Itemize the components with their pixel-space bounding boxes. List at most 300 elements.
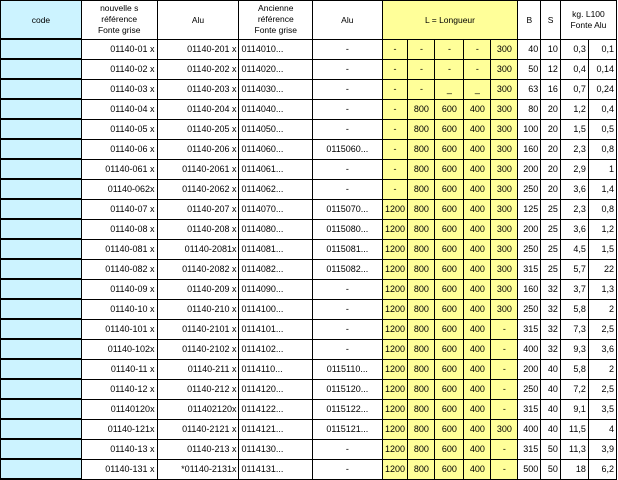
alu-reference-cell: 01140-2121 x	[157, 419, 239, 439]
code-cell	[1, 439, 82, 459]
longueur-300-cell: 300	[491, 419, 518, 439]
nouvelle-reference-cell: 01140-061 x	[81, 159, 157, 179]
longueur-800-cell: 800	[408, 119, 435, 139]
longueur-300-cell: -	[491, 319, 518, 339]
alu-ancienne-cell: -	[313, 119, 382, 139]
table-row	[1, 459, 617, 479]
longueur-400-cell: 400	[464, 279, 491, 299]
alu-ancienne-cell: -	[313, 179, 382, 199]
nouvelle-reference-cell: 01140-081 x	[81, 239, 157, 259]
b-cell: 315	[518, 319, 541, 339]
longueur-400-cell: 400	[464, 319, 491, 339]
longueur-1200-cell: 1200	[382, 219, 408, 239]
table-row	[1, 119, 617, 139]
alu-reference-cell: 01140-201 x	[157, 39, 239, 59]
s-cell: 32	[541, 299, 561, 319]
kg-alu-cell: 0,1	[588, 39, 616, 59]
kg-alu-cell: 2	[588, 359, 616, 379]
code-cell	[1, 99, 82, 119]
longueur-1200-cell: 1200	[382, 359, 408, 379]
kg-fonte-cell: 9,1	[560, 399, 588, 419]
longueur-800-cell: 800	[408, 199, 435, 219]
longueur-1200-cell: -	[382, 99, 408, 119]
header-code: code	[1, 1, 82, 40]
alu-reference-cell: 01140-206 x	[157, 139, 239, 159]
header-b: B	[518, 1, 541, 40]
code-cell	[1, 139, 82, 159]
s-cell: 25	[541, 199, 561, 219]
kg-alu-cell: 0,8	[588, 139, 616, 159]
longueur-1200-cell: 1200	[382, 319, 408, 339]
code-cell	[1, 459, 82, 479]
table-row	[1, 439, 617, 459]
longueur-400-cell: 400	[464, 139, 491, 159]
alu-ancienne-cell: -	[313, 299, 382, 319]
kg-fonte-cell: 0,3	[560, 39, 588, 59]
code-cell	[1, 119, 82, 139]
code-cell	[1, 259, 82, 279]
table-row	[1, 39, 617, 59]
longueur-600-cell: 600	[435, 239, 464, 259]
s-cell: 50	[541, 459, 561, 479]
longueur-300-cell: 300	[491, 79, 518, 99]
alu-reference-cell: 01140-210 x	[157, 299, 239, 319]
longueur-1200-cell: 1200	[382, 459, 408, 479]
table-row	[1, 379, 617, 399]
b-cell: 200	[518, 159, 541, 179]
ancienne-reference-cell: 0114121...	[239, 419, 313, 439]
longueur-600-cell: 600	[435, 319, 464, 339]
code-cell	[1, 379, 82, 399]
longueur-400-cell: 400	[464, 419, 491, 439]
longueur-600-cell: 600	[435, 419, 464, 439]
table-row	[1, 319, 617, 339]
longueur-1200-cell: -	[382, 159, 408, 179]
b-cell: 315	[518, 439, 541, 459]
code-cell	[1, 279, 82, 299]
ancienne-reference-cell: 0114131...	[239, 459, 313, 479]
b-cell: 315	[518, 259, 541, 279]
kg-alu-cell: 2,5	[588, 379, 616, 399]
header-s: S	[541, 1, 561, 40]
longueur-300-cell: 300	[491, 199, 518, 219]
ancienne-reference-cell: 0114122...	[239, 399, 313, 419]
b-cell: 160	[518, 139, 541, 159]
longueur-600-cell: 600	[435, 99, 464, 119]
nouvelle-reference-cell: 01140-01 x	[81, 39, 157, 59]
alu-reference-cell: 01140-204 x	[157, 99, 239, 119]
alu-ancienne-cell: 0115081...	[313, 239, 382, 259]
table-row	[1, 219, 617, 239]
code-cell	[1, 79, 82, 99]
longueur-600-cell: 600	[435, 139, 464, 159]
code-cell	[1, 179, 82, 199]
longueur-1200-cell: 1200	[382, 379, 408, 399]
b-cell: 400	[518, 339, 541, 359]
longueur-300-cell: 300	[491, 59, 518, 79]
kg-alu-cell: 3,6	[588, 339, 616, 359]
code-cell	[1, 419, 82, 439]
ancienne-reference-cell: 0114050...	[239, 119, 313, 139]
alu-ancienne-cell: 0115110...	[313, 359, 382, 379]
table-row	[1, 359, 617, 379]
nouvelle-reference-cell: 01140-11 x	[81, 359, 157, 379]
s-cell: 40	[541, 399, 561, 419]
longueur-300-cell: 300	[491, 179, 518, 199]
nouvelle-reference-cell: 01140-102x	[81, 339, 157, 359]
table-row	[1, 419, 617, 439]
longueur-300-cell: -	[491, 359, 518, 379]
kg-fonte-cell: 0,7	[560, 79, 588, 99]
code-cell	[1, 199, 82, 219]
code-cell	[1, 39, 82, 59]
kg-fonte-cell: 18	[560, 459, 588, 479]
b-cell: 250	[518, 239, 541, 259]
b-cell: 200	[518, 219, 541, 239]
longueur-300-cell: -	[491, 339, 518, 359]
kg-alu-cell: 1,3	[588, 279, 616, 299]
alu-ancienne-cell: -	[313, 39, 382, 59]
alu-reference-cell: 01140-207 x	[157, 199, 239, 219]
alu-ancienne-cell: -	[313, 99, 382, 119]
longueur-1200-cell: 1200	[382, 339, 408, 359]
longueur-300-cell: 300	[491, 119, 518, 139]
kg-fonte-cell: 9,3	[560, 339, 588, 359]
alu-ancienne-cell: 0115080...	[313, 219, 382, 239]
alu-ancienne-cell: -	[313, 159, 382, 179]
longueur-300-cell: 300	[491, 279, 518, 299]
kg-alu-cell: 1,2	[588, 219, 616, 239]
alu-reference-cell: 01140-208 x	[157, 219, 239, 239]
table-row	[1, 259, 617, 279]
kg-fonte-cell: 1,5	[560, 119, 588, 139]
s-cell: 20	[541, 119, 561, 139]
nouvelle-reference-cell: 01140-121x	[81, 419, 157, 439]
longueur-400-cell: 400	[464, 179, 491, 199]
longueur-600-cell: 600	[435, 259, 464, 279]
header-longueur: L = Longueur	[382, 1, 518, 40]
longueur-600-cell: 600	[435, 439, 464, 459]
s-cell: 20	[541, 179, 561, 199]
kg-fonte-cell: 4,5	[560, 239, 588, 259]
ancienne-reference-cell: 0114100...	[239, 299, 313, 319]
alu-reference-cell: 01140-209 x	[157, 279, 239, 299]
ancienne-reference-cell: 0114120...	[239, 379, 313, 399]
longueur-800-cell: -	[408, 59, 435, 79]
kg-fonte-cell: 5,8	[560, 359, 588, 379]
longueur-600-cell: 600	[435, 399, 464, 419]
alu-ancienne-cell: -	[313, 339, 382, 359]
code-cell	[1, 319, 82, 339]
kg-fonte-cell: 3,6	[560, 219, 588, 239]
longueur-400-cell: 400	[464, 259, 491, 279]
alu-ancienne-cell: 0115120...	[313, 379, 382, 399]
nouvelle-reference-cell: 01140120x	[81, 399, 157, 419]
nouvelle-reference-cell: 01140-04 x	[81, 99, 157, 119]
longueur-1200-cell: 1200	[382, 299, 408, 319]
nouvelle-reference-cell: 01140-082 x	[81, 259, 157, 279]
longueur-600-cell: _	[435, 79, 464, 99]
kg-fonte-cell: 5,8	[560, 299, 588, 319]
ancienne-reference-cell: 0114070...	[239, 199, 313, 219]
longueur-600-cell: 600	[435, 179, 464, 199]
alu-reference-cell: 01140-2082 x	[157, 259, 239, 279]
kg-fonte-cell: 11,5	[560, 419, 588, 439]
table-row	[1, 239, 617, 259]
b-cell: 40	[518, 39, 541, 59]
table-row	[1, 139, 617, 159]
table-row	[1, 79, 617, 99]
longueur-800-cell: 800	[408, 99, 435, 119]
longueur-600-cell: 600	[435, 299, 464, 319]
b-cell: 400	[518, 419, 541, 439]
header-ancienne-reference: Ancienne référence Fonte grise	[239, 1, 313, 40]
longueur-400-cell: 400	[464, 99, 491, 119]
s-cell: 32	[541, 279, 561, 299]
code-cell	[1, 239, 82, 259]
alu-ancienne-cell: -	[313, 459, 382, 479]
nouvelle-reference-cell: 01140-13 x	[81, 439, 157, 459]
b-cell: 100	[518, 119, 541, 139]
longueur-800-cell: 800	[408, 339, 435, 359]
nouvelle-reference-cell: 01140-062x	[81, 179, 157, 199]
longueur-800-cell: 800	[408, 359, 435, 379]
longueur-400-cell: -	[464, 59, 491, 79]
kg-fonte-cell: 11,3	[560, 439, 588, 459]
longueur-600-cell: 600	[435, 219, 464, 239]
alu-reference-cell: 01140-2061 x	[157, 159, 239, 179]
nouvelle-reference-cell: 01140-131 x	[81, 459, 157, 479]
nouvelle-reference-cell: 01140-10 x	[81, 299, 157, 319]
longueur-400-cell: 400	[464, 459, 491, 479]
ancienne-reference-cell: 0114060...	[239, 139, 313, 159]
alu-reference-cell: 01140-205 x	[157, 119, 239, 139]
kg-fonte-cell: 5,7	[560, 259, 588, 279]
longueur-1200-cell: 1200	[382, 399, 408, 419]
longueur-800-cell: 800	[408, 219, 435, 239]
longueur-1200-cell: 1200	[382, 439, 408, 459]
alu-reference-cell: 01140-2062 x	[157, 179, 239, 199]
longueur-800-cell: 800	[408, 379, 435, 399]
code-cell	[1, 359, 82, 379]
longueur-400-cell: 400	[464, 219, 491, 239]
kg-fonte-cell: 0,4	[560, 59, 588, 79]
nouvelle-reference-cell: 01140-12 x	[81, 379, 157, 399]
code-cell	[1, 219, 82, 239]
header-kg: kg. L100 Fonte Alu	[560, 1, 616, 40]
alu-ancienne-cell: 0115060...	[313, 139, 382, 159]
s-cell: 32	[541, 319, 561, 339]
code-cell	[1, 59, 82, 79]
ancienne-reference-cell: 0114020...	[239, 59, 313, 79]
kg-alu-cell: 0,5	[588, 119, 616, 139]
longueur-800-cell: 800	[408, 459, 435, 479]
ancienne-reference-cell: 0114082...	[239, 259, 313, 279]
code-cell	[1, 299, 82, 319]
table-row	[1, 159, 617, 179]
kg-alu-cell: 1,5	[588, 239, 616, 259]
longueur-300-cell: 300	[491, 219, 518, 239]
b-cell: 200	[518, 359, 541, 379]
kg-fonte-cell: 3,6	[560, 179, 588, 199]
ancienne-reference-cell: 0114101...	[239, 319, 313, 339]
s-cell: 32	[541, 339, 561, 359]
kg-alu-cell: 0,8	[588, 199, 616, 219]
longueur-400-cell: 400	[464, 199, 491, 219]
b-cell: 250	[518, 379, 541, 399]
kg-alu-cell: 0,14	[588, 59, 616, 79]
alu-reference-cell: 011402120x	[157, 399, 239, 419]
longueur-400-cell: 400	[464, 159, 491, 179]
longueur-400-cell: 400	[464, 119, 491, 139]
longueur-400-cell: _	[464, 79, 491, 99]
alu-reference-cell: 01140-212 x	[157, 379, 239, 399]
kg-alu-cell: 1	[588, 159, 616, 179]
s-cell: 20	[541, 159, 561, 179]
s-cell: 25	[541, 259, 561, 279]
b-cell: 250	[518, 299, 541, 319]
longueur-1200-cell: -	[382, 79, 408, 99]
s-cell: 12	[541, 59, 561, 79]
table-row	[1, 179, 617, 199]
longueur-800-cell: 800	[408, 259, 435, 279]
longueur-600-cell: 600	[435, 359, 464, 379]
kg-alu-cell: 6,2	[588, 459, 616, 479]
longueur-1200-cell: 1200	[382, 259, 408, 279]
longueur-400-cell: 400	[464, 299, 491, 319]
kg-fonte-cell: 7,2	[560, 379, 588, 399]
header-nouvelle-reference: nouvelle s référence Fonte grise	[81, 1, 157, 40]
longueur-800-cell: 800	[408, 139, 435, 159]
longueur-300-cell: -	[491, 379, 518, 399]
longueur-600-cell: 600	[435, 339, 464, 359]
kg-alu-cell: 0,4	[588, 99, 616, 119]
table-row	[1, 339, 617, 359]
longueur-400-cell: 400	[464, 379, 491, 399]
longueur-800-cell: 800	[408, 179, 435, 199]
b-cell: 125	[518, 199, 541, 219]
longueur-400-cell: -	[464, 39, 491, 59]
alu-reference-cell: 01140-211 x	[157, 359, 239, 379]
longueur-300-cell: -	[491, 399, 518, 419]
alu-ancienne-cell: -	[313, 319, 382, 339]
kg-fonte-cell: 2,3	[560, 199, 588, 219]
longueur-300-cell: 300	[491, 139, 518, 159]
longueur-600-cell: 600	[435, 279, 464, 299]
longueur-300-cell: 300	[491, 159, 518, 179]
alu-reference-cell: 01140-2081x	[157, 239, 239, 259]
table-row	[1, 279, 617, 299]
longueur-400-cell: 400	[464, 239, 491, 259]
alu-reference-cell: 01140-2102 x	[157, 339, 239, 359]
s-cell: 25	[541, 219, 561, 239]
longueur-400-cell: 400	[464, 439, 491, 459]
header-alu-2: Alu	[313, 1, 382, 40]
longueur-1200-cell: -	[382, 59, 408, 79]
longueur-600-cell: -	[435, 39, 464, 59]
kg-alu-cell: 3,5	[588, 399, 616, 419]
ancienne-reference-cell: 0114102...	[239, 339, 313, 359]
longueur-1200-cell: 1200	[382, 279, 408, 299]
kg-alu-cell: 4	[588, 419, 616, 439]
alu-ancienne-cell: -	[313, 59, 382, 79]
s-cell: 25	[541, 239, 561, 259]
longueur-800-cell: 800	[408, 399, 435, 419]
s-cell: 10	[541, 39, 561, 59]
b-cell: 50	[518, 59, 541, 79]
nouvelle-reference-cell: 01140-07 x	[81, 199, 157, 219]
alu-ancienne-cell: -	[313, 79, 382, 99]
nouvelle-reference-cell: 01140-03 x	[81, 79, 157, 99]
longueur-1200-cell: -	[382, 179, 408, 199]
nouvelle-reference-cell: 01140-02 x	[81, 59, 157, 79]
kg-fonte-cell: 2,3	[560, 139, 588, 159]
ancienne-reference-cell: 0114090...	[239, 279, 313, 299]
longueur-300-cell: 300	[491, 239, 518, 259]
longueur-300-cell: 300	[491, 259, 518, 279]
alu-ancienne-cell: -	[313, 439, 382, 459]
longueur-300-cell: 300	[491, 99, 518, 119]
kg-alu-cell: 22	[588, 259, 616, 279]
nouvelle-reference-cell: 01140-08 x	[81, 219, 157, 239]
longueur-800-cell: -	[408, 39, 435, 59]
longueur-1200-cell: -	[382, 39, 408, 59]
table-row	[1, 399, 617, 419]
longueur-300-cell: -	[491, 439, 518, 459]
ancienne-reference-cell: 0114010...	[239, 39, 313, 59]
kg-alu-cell: 3,9	[588, 439, 616, 459]
longueur-600-cell: 600	[435, 199, 464, 219]
alu-ancienne-cell: 0115082...	[313, 259, 382, 279]
code-cell	[1, 159, 82, 179]
header-alu: Alu	[157, 1, 239, 40]
longueur-300-cell: -	[491, 459, 518, 479]
nouvelle-reference-cell: 01140-09 x	[81, 279, 157, 299]
ancienne-reference-cell: 0114030...	[239, 79, 313, 99]
b-cell: 80	[518, 99, 541, 119]
s-cell: 16	[541, 79, 561, 99]
table-row	[1, 299, 617, 319]
longueur-400-cell: 400	[464, 399, 491, 419]
longueur-1200-cell: -	[382, 139, 408, 159]
kg-fonte-cell: 7,3	[560, 319, 588, 339]
kg-alu-cell: 0,24	[588, 79, 616, 99]
longueur-400-cell: 400	[464, 359, 491, 379]
alu-reference-cell: 01140-2101 x	[157, 319, 239, 339]
longueur-1200-cell: 1200	[382, 419, 408, 439]
ancienne-reference-cell: 0114061...	[239, 159, 313, 179]
nouvelle-reference-cell: 01140-06 x	[81, 139, 157, 159]
longueur-800-cell: -	[408, 79, 435, 99]
longueur-800-cell: 800	[408, 239, 435, 259]
longueur-1200-cell: 1200	[382, 199, 408, 219]
alu-reference-cell: 01140-203 x	[157, 79, 239, 99]
code-cell	[1, 399, 82, 419]
b-cell: 315	[518, 399, 541, 419]
alu-reference-cell: 01140-213 x	[157, 439, 239, 459]
b-cell: 160	[518, 279, 541, 299]
longueur-400-cell: 400	[464, 339, 491, 359]
ancienne-reference-cell: 0114081...	[239, 239, 313, 259]
longueur-300-cell: 300	[491, 39, 518, 59]
longueur-800-cell: 800	[408, 279, 435, 299]
longueur-1200-cell: -	[382, 119, 408, 139]
b-cell: 63	[518, 79, 541, 99]
kg-alu-cell: 2	[588, 299, 616, 319]
alu-reference-cell: 01140-202 x	[157, 59, 239, 79]
longueur-300-cell: 300	[491, 299, 518, 319]
longueur-800-cell: 800	[408, 159, 435, 179]
